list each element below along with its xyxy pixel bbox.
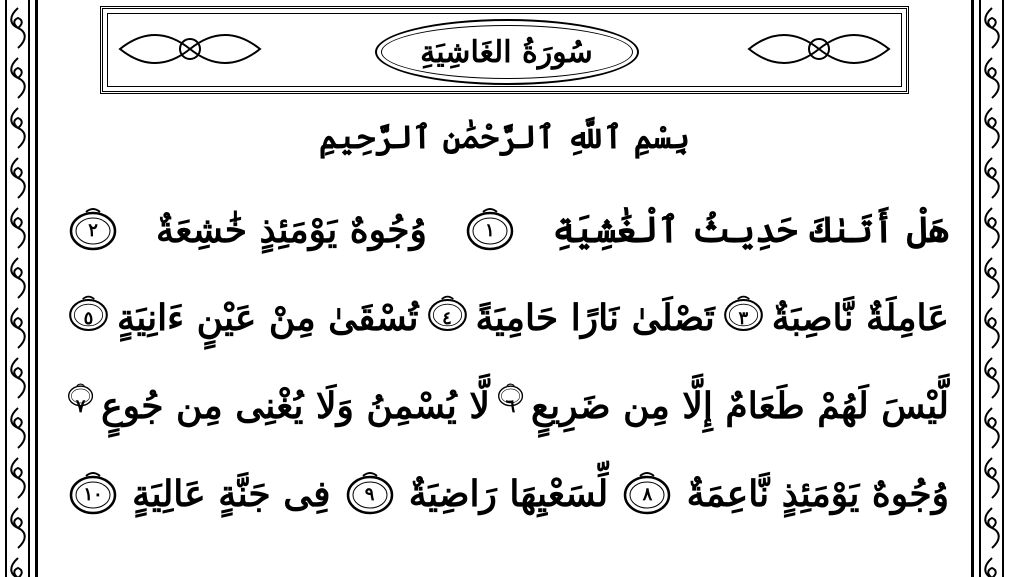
verse-number-marker <box>496 383 525 429</box>
border-flourish-icon <box>981 506 1003 550</box>
verse-number: ٤ <box>442 307 452 329</box>
verse-number: ٥ <box>83 307 94 329</box>
border-flourish-icon <box>981 256 1003 300</box>
verse-number-marker <box>343 471 397 517</box>
border-flourish-icon <box>981 56 1003 100</box>
border-flourish-icon <box>7 306 29 350</box>
verse-number: ١ <box>485 219 495 241</box>
verse-number-marker <box>425 295 470 341</box>
verse-text: لَّيْسَ لَهُمْ طَعَامٌ إِلَّا مِن ضَرِيعٍ <box>530 385 949 427</box>
verse-number: ٣ <box>738 307 749 329</box>
verse-text: تُسْقَىٰ مِنْ عَيْنٍ ءَانِيَةٍ <box>117 297 419 339</box>
verse-number: ٧ <box>75 395 86 417</box>
border-flourish-icon <box>981 306 1003 350</box>
verse-lines <box>60 186 949 538</box>
verse-text: تَصْلَىٰ نَارًا حَامِيَةً <box>475 297 715 339</box>
verse-text: وُجُوهٌ يَوْمَئِذٍ نَّاعِمَةٌ <box>686 473 949 515</box>
border-flourish-icon <box>7 256 29 300</box>
verse-number-marker <box>66 383 95 429</box>
verse-text: فِى جَنَّةٍ عَالِيَةٍ <box>132 473 331 515</box>
mushaf-page <box>60 0 949 577</box>
right-ornamental-border <box>971 0 1009 577</box>
verse-line <box>60 186 949 274</box>
verse-number: ٩ <box>364 483 375 505</box>
surah-header <box>100 6 909 94</box>
surah-title: سُورَةُ الغَاشِيَةِ <box>420 34 593 70</box>
verse-text: لَّا يُسْمِنُ وَلَا يُغْنِى مِن جُوعٍ <box>101 385 490 427</box>
verse-number-marker <box>66 295 111 341</box>
border-flourish-icon <box>981 6 1003 50</box>
border-flourish-icon <box>981 406 1003 450</box>
border-flourish-icon <box>981 206 1003 250</box>
border-flourish-icon <box>981 456 1003 500</box>
verse-line <box>60 450 949 538</box>
verse-text: وُجُوهٌ يَوْمَئِذٍ خَٰشِعَةٌ <box>155 209 427 251</box>
verse-number: ٢ <box>88 219 98 241</box>
border-flourish-icon <box>981 106 1003 150</box>
border-flourish-icon <box>7 6 29 50</box>
border-flourish-icon <box>7 206 29 250</box>
verse-number-marker <box>66 471 120 517</box>
verse-line <box>60 274 949 362</box>
verse-number-marker <box>721 295 766 341</box>
verse-number: ١٠ <box>83 483 103 505</box>
border-flourish-icon <box>7 506 29 550</box>
border-flourish-icon <box>7 406 29 450</box>
border-flourish-icon <box>7 156 29 200</box>
border-flourish-icon <box>7 456 29 500</box>
verse-number: ٨ <box>642 483 653 505</box>
verse-text: لِّسَعْيِهَا رَاضِيَةٌ <box>408 473 609 515</box>
border-flourish-icon <box>981 356 1003 400</box>
border-flourish-icon <box>7 556 29 577</box>
verse-text: هَلْ أَتَىٰكَ حَدِيثُ ٱلْغَٰشِيَةِ <box>552 209 949 251</box>
verse-text: عَامِلَةٌ نَّاصِبَةٌ <box>771 297 949 339</box>
verse-number: ٦ <box>505 395 516 417</box>
border-flourish-icon <box>7 56 29 100</box>
border-flourish-icon <box>981 556 1003 577</box>
surah-title-cartouche <box>375 19 639 85</box>
border-flourish-icon <box>981 156 1003 200</box>
border-flourish-icon <box>7 106 29 150</box>
right-knot-ornament <box>744 21 894 77</box>
basmala: بِسْمِ ٱللَّهِ ٱلرَّحْمَٰنِ ٱلرَّحِيمِ <box>319 118 690 156</box>
verse-line <box>60 362 949 450</box>
verse-number-marker <box>463 207 517 253</box>
border-flourish-icon <box>7 356 29 400</box>
left-ornamental-border <box>0 0 38 577</box>
left-knot-ornament <box>115 21 265 77</box>
verse-number-marker <box>66 207 120 253</box>
verse-number-marker <box>620 471 674 517</box>
